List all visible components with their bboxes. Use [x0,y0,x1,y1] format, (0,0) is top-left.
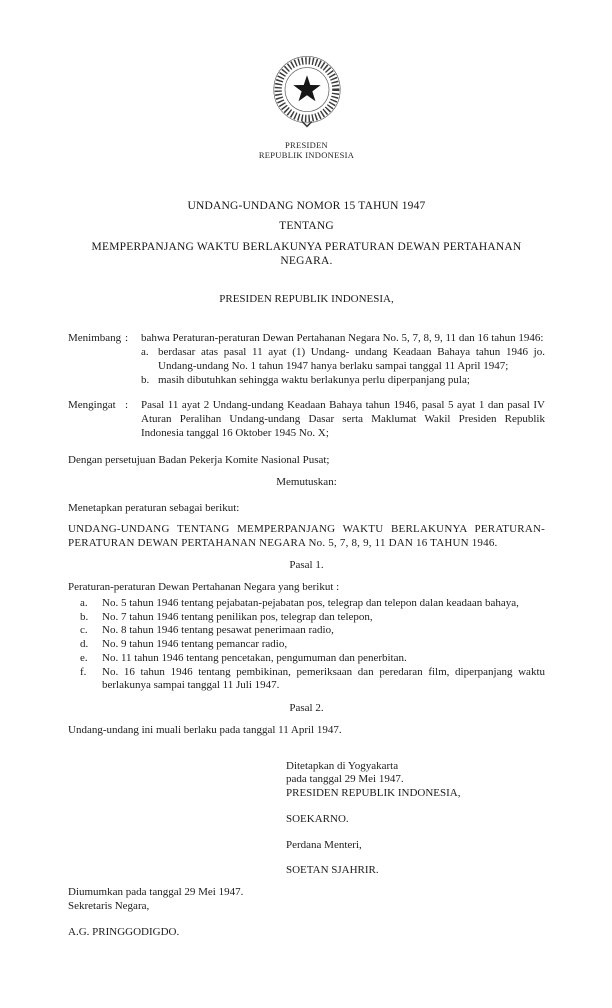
colon-separator: : [125,399,129,412]
considering-item-a [141,346,545,374]
enacted-place: Ditetapkan di Yogyakarta [286,759,399,772]
law-title-paragraph: UNDANG-UNDANG TENTANG MEMPERPANJANG WAKTU BERLAKUNYA PERATURAN-PERATURAN DEWAN PERTAHANAN NEGARA No. 5, 7, 8, 9, 11 DAN 16 TAHUN 1946. [68,522,545,549]
president-title: PRESIDEN REPUBLIK INDONESIA, [286,787,461,799]
item-text: berdasar atas pasal 11 ayat (1) Undang- undang Keadaan Bahaya tahun 1946 jo. Undang-undang No. 1 tahun 1947 hanya berlaku sampai tanggal 11 April 1947; [158,346,545,372]
decide-heading: Memutuskan: [276,476,337,489]
tentang-label: TENTANG [279,220,334,233]
pm-name: SOETAN SJAHRIR. [286,864,379,877]
law-number-title: UNDANG-UNDANG NOMOR 15 TAHUN 1947 [187,200,426,212]
opening-line: PRESIDEN REPUBLIK INDONESIA, [219,292,394,305]
item-text: No. 9 tahun 1946 tentang pemancar radio, [102,638,288,650]
enacted-date: pada tanggal 29 Mei 1947. [286,773,404,786]
announcement-block [68,886,545,939]
recalling-label: Mengingat [68,399,116,412]
considering-body [141,332,545,387]
item-text: No. 8 tahun 1946 tentang pesawat penerimaan radio, [102,624,334,637]
announced-line: Diumumkan pada tanggal 29 Mei 1947. [68,886,244,898]
secretary-title: Sekretaris Negara, [68,899,150,912]
recalling-text: Pasal 11 ayat 2 Undang-undang Keadaan Bahaya tahun 1946, pasal 5 ayat 1 dan pasal IV Aturan Peralihan Undang-undang Dasar serta Maklumat Wakil Presiden Republik Indonesia tanggal 16 Oktober 1945 No. X; [141,399,545,439]
article-2-text: Undang-undang ini muali berlaku pada tanggal 11 April 1947. [68,723,342,736]
secretary-name: A.G. PRINGGODIGDO. [68,925,180,938]
state-emblem-icon [267,52,347,132]
article-1-list [68,597,545,693]
pm-title: Perdana Menteri, [286,838,362,851]
item-marker: a. [80,596,88,609]
item-text: No. 5 tahun 1946 tentang pejabatan-pejabatan pos, telegrap dan telepon dalan keadaan bahaya, [102,596,519,609]
colon-separator: : [125,332,129,345]
considering-intro: bahwa Peraturan-peraturan Dewan Pertahanan Negara No. 5, 7, 8, 9, 11 dan 16 tahun 1946: [141,332,544,345]
item-marker: a. [141,346,149,358]
star-icon [293,75,320,101]
letterhead [68,52,545,161]
law-subject-title: MEMPERPANJANG WAKTU BERLAKUNYA PERATURAN DEWAN PERTAHANAN NEGARA. [91,240,522,268]
list-item-e [80,652,545,666]
list-item-b [80,611,545,625]
list-item-a [80,597,545,611]
item-marker: c. [80,624,88,637]
recalling-section [68,399,545,440]
item-text: No. 11 tahun 1946 tentang pencetakan, pengumuman dan penerbitan. [102,651,407,664]
considering-item-b [141,374,545,388]
item-text: masih dibutuhkan sehingga waktu berlakunya perlu diperpanjang pula; [158,373,470,386]
enacting-line: Menetapkan peraturan sebagai berikut: [68,502,240,514]
article-1-heading: Pasal 1. [289,559,324,572]
item-marker: e. [80,651,88,664]
item-marker: b. [80,610,89,623]
considering-section [68,332,545,387]
list-item-d [80,638,545,652]
title-block [68,199,545,269]
agreement-line: Dengan persetujuan Badan Pekerja Komite Nasional Pusat; [68,453,330,466]
considering-label: Menimbang [68,332,122,345]
item-text: No. 7 tahun 1946 tentang penilikan pos, telegrap dan telepon, [102,610,373,623]
article-2-heading: Pasal 2. [289,702,324,714]
org-name [68,140,545,161]
president-name: SOEKARNO. [286,812,349,825]
org-line-presiden: PRESIDEN [284,139,328,150]
list-item-c [80,624,545,638]
item-marker: d. [80,638,89,650]
list-item-f [80,666,545,694]
item-marker: b. [141,373,150,386]
signature-block [286,760,545,879]
item-text: No. 16 tahun 1946 tentang pembikinan, pemeriksaan dan peredaran film, diperpanjang waktu berlakunya sampai tanggal 11 Juli 1947. [102,665,545,692]
org-line-republik: REPUBLIK INDONESIA [258,150,355,161]
article-1-intro: Peraturan-peraturan Dewan Pertahanan Negara yang berikut : [68,581,340,593]
item-marker: f. [80,665,87,678]
